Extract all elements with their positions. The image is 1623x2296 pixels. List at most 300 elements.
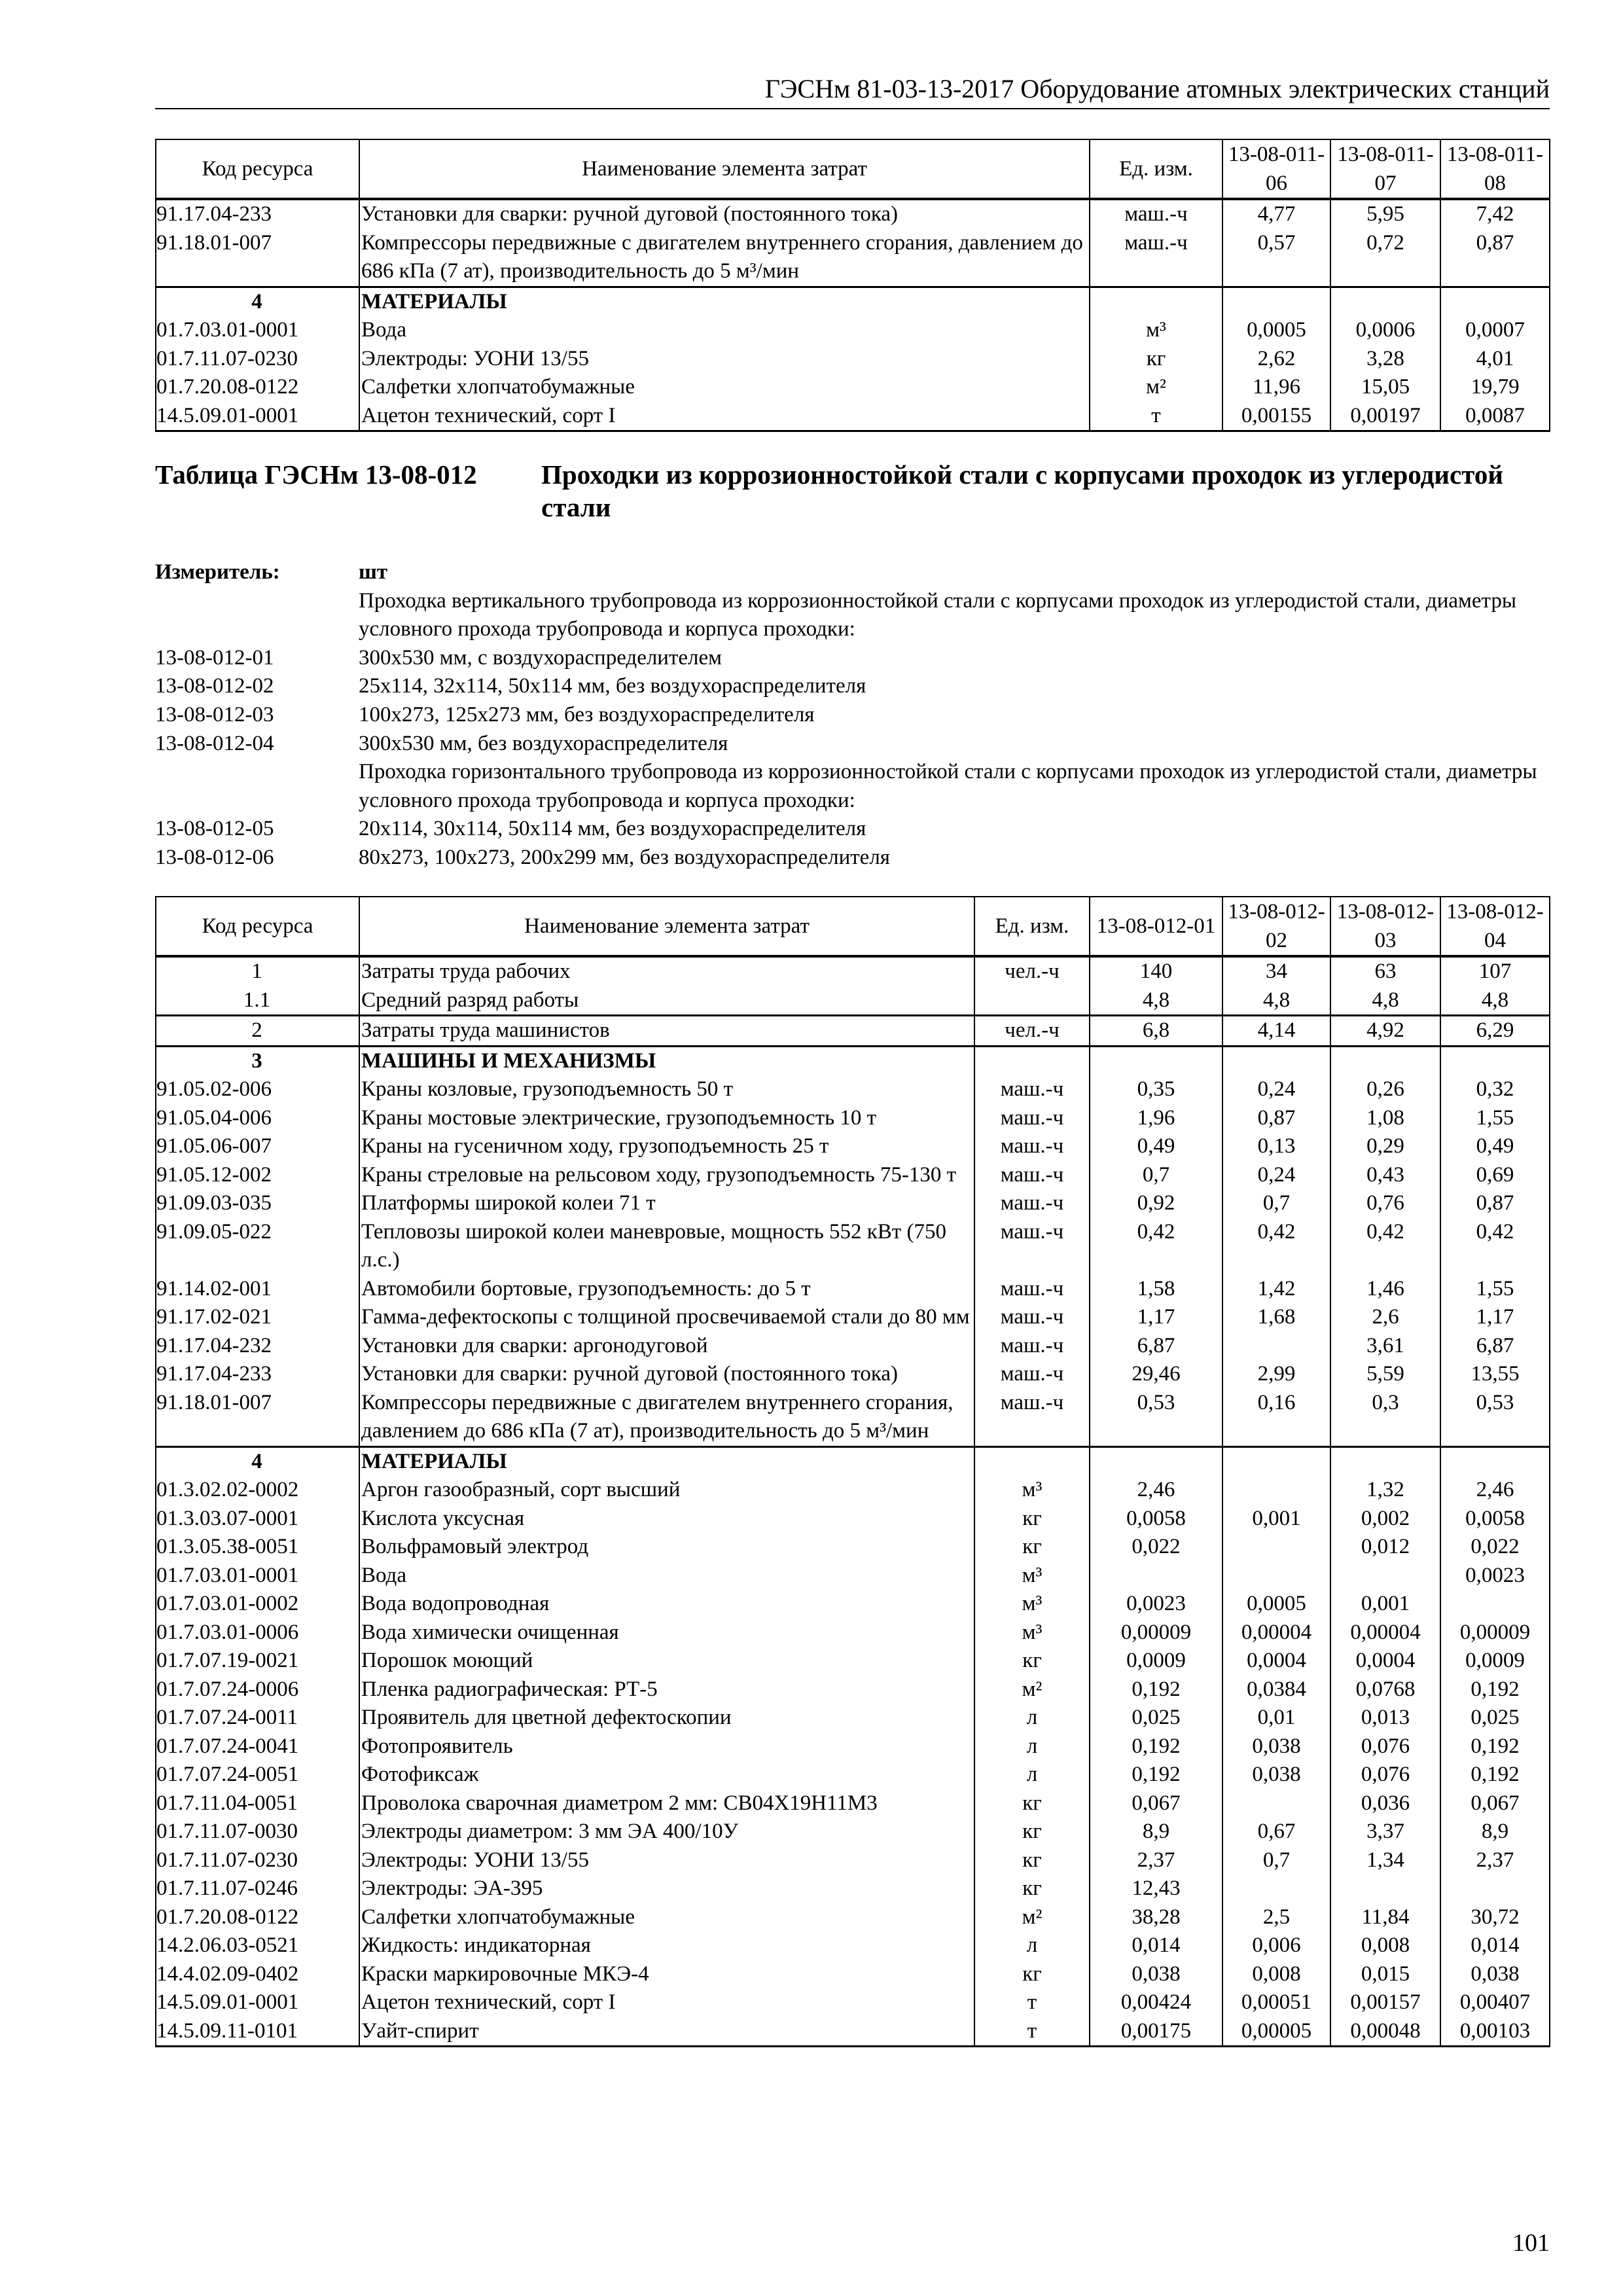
norm-value xyxy=(1222,1046,1330,1075)
norm-value: 0,192 xyxy=(1440,1732,1550,1761)
norm-value: 0,00407 xyxy=(1440,1988,1550,2017)
norm-description: 100x273, 125x273 мм, без воздухораспределителя xyxy=(359,702,815,726)
norm-value: 0,7 xyxy=(1090,1161,1222,1190)
table-row xyxy=(156,402,1550,431)
norm-value xyxy=(1440,1590,1550,1619)
norm-value: 1,17 xyxy=(1090,1303,1222,1332)
unit: кг xyxy=(1090,345,1222,374)
resource-name: Гамма-дефектоскопы с толщиной просвечиваемой стали до 80 мм xyxy=(359,1303,974,1332)
unit: маш.-ч xyxy=(974,1075,1090,1104)
unit: кг xyxy=(974,1647,1090,1676)
table-row xyxy=(156,1960,1550,1989)
unit: маш.-ч xyxy=(974,1218,1090,1275)
meter-line xyxy=(155,644,1556,673)
resource-code: 4 xyxy=(156,287,359,316)
norm-value: 0,025 xyxy=(1440,1704,1550,1732)
norm-value: 3,61 xyxy=(1330,1332,1440,1361)
norm-value xyxy=(1222,1446,1330,1476)
norm-value: 0,0023 xyxy=(1090,1590,1222,1619)
norm-value: 4,8 xyxy=(1222,986,1330,1016)
norm-value: 0,0004 xyxy=(1222,1647,1330,1676)
norm-value: 0,022 xyxy=(1440,1533,1550,1562)
resource-name: Средний разряд работы xyxy=(359,986,974,1016)
norm-value: 6,87 xyxy=(1440,1332,1550,1361)
unit: л xyxy=(974,1704,1090,1732)
norm-value: 0,42 xyxy=(1440,1218,1550,1275)
unit: чел.-ч xyxy=(974,956,1090,986)
meter-line xyxy=(155,587,1556,644)
norm-value: 1,58 xyxy=(1090,1275,1222,1304)
norm-description: 80x273, 100x273, 200x299 мм, без воздухораспределителя xyxy=(359,845,890,869)
norm-value: 38,28 xyxy=(1090,1903,1222,1932)
table-row xyxy=(156,1647,1550,1676)
norm-value: 0,42 xyxy=(1330,1218,1440,1275)
resource-name: Тепловозы широкой колеи маневровые, мощность 552 кВт (750 л.с.) xyxy=(359,1218,974,1275)
norm-value: 0,67 xyxy=(1222,1818,1330,1846)
norm-value: 0,0005 xyxy=(1222,316,1330,345)
resource-name: Аргон газообразный, сорт высший xyxy=(359,1476,974,1505)
resource-name: Затраты труда рабочих xyxy=(359,956,974,986)
table-row xyxy=(156,1505,1550,1534)
resource-code: 14.4.02.09-0402 xyxy=(156,1960,359,1989)
table-row xyxy=(156,373,1550,402)
table-row xyxy=(156,1046,1550,1075)
norm-value: 0,00175 xyxy=(1090,2017,1222,2047)
norm-value: 0,42 xyxy=(1090,1218,1222,1275)
norm-value: 0,076 xyxy=(1330,1732,1440,1761)
norm-value: 0,001 xyxy=(1222,1505,1330,1534)
unit xyxy=(974,1046,1090,1075)
unit xyxy=(974,1446,1090,1476)
norm-value: 0,42 xyxy=(1222,1218,1330,1275)
table-row xyxy=(156,1446,1550,1476)
resource-name: Проволока сварочная диаметром 2 мм: СВ04Х19Н11М3 xyxy=(359,1789,974,1818)
norm-value: 0,192 xyxy=(1090,1761,1222,1789)
resource-name: Вода xyxy=(359,316,1090,345)
resource-code: 91.18.01-007 xyxy=(156,229,359,287)
resource-name: Жидкость: индикаторная xyxy=(359,1931,974,1960)
resource-name: Установки для сварки: ручной дуговой (постоянного тока) xyxy=(359,199,1090,229)
norm-code: 13-08-012-06 xyxy=(155,845,274,869)
table-row xyxy=(156,1846,1550,1875)
table-row xyxy=(156,345,1550,374)
unit: л xyxy=(974,1931,1090,1960)
resource-name: Электроды: УОНИ 13/55 xyxy=(359,345,1090,374)
table-row xyxy=(156,1360,1550,1389)
table-row xyxy=(156,1789,1550,1818)
unit: м³ xyxy=(1090,316,1222,345)
resource-code: 14.5.09.11-0101 xyxy=(156,2017,359,2047)
resource-name: Затраты труда машинистов xyxy=(359,1016,974,1047)
norm-value: 0,87 xyxy=(1440,1189,1550,1218)
norm-value: 1,32 xyxy=(1330,1476,1440,1505)
table-row xyxy=(156,1704,1550,1732)
norm-value xyxy=(1330,1046,1440,1075)
norm-code xyxy=(155,758,359,815)
norm-value: 1,46 xyxy=(1330,1275,1440,1304)
column-header-norm: 13-08-012-03 xyxy=(1330,897,1440,956)
norm-value: 0,69 xyxy=(1440,1161,1550,1190)
table-name: Проходки из коррозионностойкой стали с корпусами проходок из углеродистой стали xyxy=(541,459,1503,522)
resource-code: 91.17.04-233 xyxy=(156,199,359,229)
resource-code: 91.05.04-006 xyxy=(156,1104,359,1133)
meter-line xyxy=(155,844,1556,872)
resource-name: Вода xyxy=(359,1562,974,1590)
table-row xyxy=(156,1590,1550,1619)
unit: маш.-ч xyxy=(974,1104,1090,1133)
norm-value xyxy=(1222,1476,1330,1505)
table-row xyxy=(156,1161,1550,1190)
norm-value: 0,008 xyxy=(1330,1931,1440,1960)
column-header-norm: 13-08-011-07 xyxy=(1330,139,1440,199)
norm-value: 0,036 xyxy=(1330,1789,1440,1818)
unit: м³ xyxy=(974,1562,1090,1590)
norm-value: 0,038 xyxy=(1222,1732,1330,1761)
unit: кг xyxy=(974,1789,1090,1818)
norm-value: 2,37 xyxy=(1090,1846,1222,1875)
column-header-code: Код ресурса xyxy=(156,139,359,199)
norm-value: 0,00009 xyxy=(1440,1619,1550,1647)
resource-name: Электроды: ЭА-395 xyxy=(359,1874,974,1903)
unit: маш.-ч xyxy=(974,1161,1090,1190)
norm-value xyxy=(1440,1874,1550,1903)
norm-value xyxy=(1222,1789,1330,1818)
norm-value: 0,0007 xyxy=(1440,316,1550,345)
resource-code: 01.7.20.08-0122 xyxy=(156,1903,359,1932)
norm-value: 0,00157 xyxy=(1330,1988,1440,2017)
table-row xyxy=(156,1275,1550,1304)
norm-value: 0,015 xyxy=(1330,1960,1440,1989)
table-row xyxy=(156,1903,1550,1932)
norm-value: 0,001 xyxy=(1330,1590,1440,1619)
norm-value: 2,5 xyxy=(1222,1903,1330,1932)
resource-name: Салфетки хлопчатобумажные xyxy=(359,1903,974,1932)
norm-value: 1,55 xyxy=(1440,1104,1550,1133)
unit: м³ xyxy=(974,1619,1090,1647)
norm-value: 0,038 xyxy=(1222,1761,1330,1789)
resource-name: Кислота уксусная xyxy=(359,1505,974,1534)
resource-code: 91.05.06-007 xyxy=(156,1132,359,1161)
norm-value: 4,01 xyxy=(1440,345,1550,374)
table-row xyxy=(156,2017,1550,2047)
resource-code: 01.7.20.08-0122 xyxy=(156,373,359,402)
norm-value: 0,00048 xyxy=(1330,2017,1440,2047)
norm-value: 1,96 xyxy=(1090,1104,1222,1133)
resource-code: 91.17.04-233 xyxy=(156,1360,359,1389)
column-header-name: Наименование элемента затрат xyxy=(359,139,1090,199)
norm-value: 1,17 xyxy=(1440,1303,1550,1332)
unit: маш.-ч xyxy=(974,1275,1090,1304)
norm-value xyxy=(1440,1046,1550,1075)
unit: маш.-ч xyxy=(974,1332,1090,1361)
norm-value: 2,62 xyxy=(1222,345,1330,374)
norm-code xyxy=(155,587,359,644)
norm-value: 0,24 xyxy=(1222,1161,1330,1190)
norm-value xyxy=(1222,1533,1330,1562)
unit: маш.-ч xyxy=(974,1360,1090,1389)
unit: чел.-ч xyxy=(974,1016,1090,1047)
column-header-norm: 13-08-011-06 xyxy=(1222,139,1330,199)
norm-code: 13-08-012-01 xyxy=(155,645,274,670)
table-row xyxy=(156,1761,1550,1789)
norm-value: 0,038 xyxy=(1440,1960,1550,1989)
norm-value: 1,42 xyxy=(1222,1275,1330,1304)
norm-value: 63 xyxy=(1330,956,1440,986)
table-row xyxy=(156,1619,1550,1647)
norm-value xyxy=(1440,287,1550,316)
norm-value: 140 xyxy=(1090,956,1222,986)
table-row xyxy=(156,1476,1550,1505)
resource-code: 14.2.06.03-0521 xyxy=(156,1931,359,1960)
resource-code: 4 xyxy=(156,1446,359,1476)
norm-code: 13-08-012-02 xyxy=(155,674,274,698)
resource-code: 91.18.01-007 xyxy=(156,1389,359,1447)
norm-value: 1,34 xyxy=(1330,1846,1440,1875)
column-header-norm: 13-08-012-04 xyxy=(1440,897,1550,956)
table-row xyxy=(156,1189,1550,1218)
resource-name: Электроды диаметром: 3 мм ЭА 400/10У xyxy=(359,1818,974,1846)
norm-value: 0,0009 xyxy=(1440,1647,1550,1676)
norm-value: 15,05 xyxy=(1330,373,1440,402)
norm-value: 0,00009 xyxy=(1090,1619,1222,1647)
resource-name: Ацетон технический, сорт I xyxy=(359,402,1090,431)
norm-value: 0,13 xyxy=(1222,1132,1330,1161)
norm-value: 0,49 xyxy=(1090,1132,1222,1161)
unit: кг xyxy=(974,1874,1090,1903)
norm-value: 0,0058 xyxy=(1440,1505,1550,1534)
norm-value: 6,8 xyxy=(1090,1016,1222,1047)
meter-label: Измеритель: xyxy=(155,560,280,584)
table-number: Таблица ГЭСНм 13-08-012 xyxy=(155,459,477,490)
resource-code: 01.3.05.38-0051 xyxy=(156,1533,359,1562)
norm-value xyxy=(1330,1446,1440,1476)
norm-value: 0,16 xyxy=(1222,1389,1330,1447)
norm-value: 0,025 xyxy=(1090,1704,1222,1732)
meter-line xyxy=(155,701,1556,730)
norm-value: 4,8 xyxy=(1330,986,1440,1016)
norm-value: 11,84 xyxy=(1330,1903,1440,1932)
resource-code: 01.7.03.01-0001 xyxy=(156,316,359,345)
norm-value: 0,3 xyxy=(1330,1389,1440,1447)
table-row xyxy=(156,1562,1550,1590)
norm-value: 0,012 xyxy=(1330,1533,1440,1562)
resource-name: Вольфрамовый электрод xyxy=(359,1533,974,1562)
resource-code: 01.7.11.07-0230 xyxy=(156,345,359,374)
norm-value: 0,00424 xyxy=(1090,1988,1222,2017)
norm-value: 0,0006 xyxy=(1330,316,1440,345)
resource-table-13-08-012 xyxy=(155,896,1550,2047)
table-row xyxy=(156,1988,1550,2017)
norm-value: 0,00197 xyxy=(1330,402,1440,431)
norm-value: 2,37 xyxy=(1440,1846,1550,1875)
resource-name: Ацетон технический, сорт I xyxy=(359,1988,974,2017)
norm-value: 4,92 xyxy=(1330,1016,1440,1047)
norm-value: 4,77 xyxy=(1222,199,1330,229)
resource-name: Вода водопроводная xyxy=(359,1590,974,1619)
unit: т xyxy=(974,1988,1090,2017)
norm-value: 0,0058 xyxy=(1090,1505,1222,1534)
resource-code: 01.7.07.24-0051 xyxy=(156,1761,359,1789)
table-row xyxy=(156,1332,1550,1361)
norm-value: 0,7 xyxy=(1222,1189,1330,1218)
table-row xyxy=(156,1676,1550,1704)
resource-name: Установки для сварки: ручной дуговой (постоянного тока) xyxy=(359,1360,974,1389)
norm-value: 7,42 xyxy=(1440,199,1550,229)
resource-name: Электроды: УОНИ 13/55 xyxy=(359,1846,974,1875)
norm-value xyxy=(1090,1046,1222,1075)
norm-value: 0,067 xyxy=(1440,1789,1550,1818)
table-row xyxy=(156,1132,1550,1161)
unit: м³ xyxy=(974,1590,1090,1619)
norm-value: 6,29 xyxy=(1440,1016,1550,1047)
norm-value: 0,0009 xyxy=(1090,1647,1222,1676)
norm-value: 0,022 xyxy=(1090,1533,1222,1562)
norm-value: 0,72 xyxy=(1330,229,1440,287)
resource-code: 14.5.09.01-0001 xyxy=(156,402,359,431)
meter-unit: шт xyxy=(359,560,388,584)
norm-value: 2,46 xyxy=(1090,1476,1222,1505)
table-row xyxy=(156,1931,1550,1960)
resource-name: Фотофиксаж xyxy=(359,1761,974,1789)
resource-name: Установки для сварки: аргонодуговой xyxy=(359,1332,974,1361)
resource-code: 01.7.07.19-0021 xyxy=(156,1647,359,1676)
norm-value: 0,0004 xyxy=(1330,1647,1440,1676)
norm-value: 0,008 xyxy=(1222,1960,1330,1989)
norm-value: 0,014 xyxy=(1440,1931,1550,1960)
norm-description: 20x114, 30x114, 50x114 мм, без воздухораспределителя xyxy=(359,817,866,841)
unit: м² xyxy=(974,1903,1090,1932)
column-header-norm: 13-08-012-02 xyxy=(1222,897,1330,956)
norm-value: 1,08 xyxy=(1330,1104,1440,1133)
resource-name: МАТЕРИАЛЫ xyxy=(359,287,1090,316)
resource-code: 01.7.07.24-0006 xyxy=(156,1676,359,1704)
resource-code: 01.3.02.02-0002 xyxy=(156,1476,359,1505)
norm-value: 11,96 xyxy=(1222,373,1330,402)
norm-value: 5,59 xyxy=(1330,1360,1440,1389)
norm-value: 0,26 xyxy=(1330,1075,1440,1104)
table-row xyxy=(156,1075,1550,1104)
resource-code: 91.17.02-021 xyxy=(156,1303,359,1332)
resource-name: МАТЕРИАЛЫ xyxy=(359,1446,974,1476)
norm-value: 0,076 xyxy=(1330,1761,1440,1789)
column-header-name: Наименование элемента затрат xyxy=(359,897,974,956)
resource-name: Краны на гусеничном ходу, грузоподъемность 25 т xyxy=(359,1132,974,1161)
unit: т xyxy=(974,2017,1090,2047)
norm-value: 3,28 xyxy=(1330,345,1440,374)
norm-value: 13,55 xyxy=(1440,1360,1550,1389)
table-row xyxy=(156,986,1550,1016)
meter-block xyxy=(155,558,1556,872)
norm-value: 1,68 xyxy=(1222,1303,1330,1332)
table-row xyxy=(156,1818,1550,1846)
table-row xyxy=(156,1389,1550,1447)
resource-code: 01.7.03.01-0002 xyxy=(156,1590,359,1619)
resource-code: 01.7.07.24-0011 xyxy=(156,1704,359,1732)
resource-code: 2 xyxy=(156,1016,359,1047)
column-header-unit: Ед. изм. xyxy=(974,897,1090,956)
norm-value: 0,32 xyxy=(1440,1075,1550,1104)
norm-code: 13-08-012-05 xyxy=(155,817,274,841)
resource-name: МАШИНЫ И МЕХАНИЗМЫ xyxy=(359,1046,974,1075)
norm-value: 34 xyxy=(1222,956,1330,986)
norm-value: 4,8 xyxy=(1090,986,1222,1016)
resource-code: 91.09.05-022 xyxy=(156,1218,359,1275)
norm-value: 0,35 xyxy=(1090,1075,1222,1104)
table-row xyxy=(156,316,1550,345)
norm-value: 0,067 xyxy=(1090,1789,1222,1818)
resource-code: 01.7.03.01-0001 xyxy=(156,1562,359,1590)
unit: м² xyxy=(974,1676,1090,1704)
unit: т xyxy=(1090,402,1222,431)
resource-name: Краски маркировочные МКЭ-4 xyxy=(359,1960,974,1989)
norm-value: 0,00103 xyxy=(1440,2017,1550,2047)
norm-value: 0,53 xyxy=(1090,1389,1222,1447)
resource-name: Пленка радиографическая: РТ-5 xyxy=(359,1676,974,1704)
norm-value xyxy=(1090,1562,1222,1590)
norm-value: 1,55 xyxy=(1440,1275,1550,1304)
resource-name: Фотопроявитель xyxy=(359,1732,974,1761)
norm-value: 0,0087 xyxy=(1440,402,1550,431)
table-row xyxy=(156,199,1550,229)
norm-value: 2,46 xyxy=(1440,1476,1550,1505)
norm-value: 0,0384 xyxy=(1222,1676,1330,1704)
norm-value: 19,79 xyxy=(1440,373,1550,402)
column-header-unit: Ед. изм. xyxy=(1090,139,1222,199)
unit: л xyxy=(974,1761,1090,1789)
resource-name: Краны мостовые электрические, грузоподъемность 10 т xyxy=(359,1104,974,1133)
unit: маш.-ч xyxy=(1090,199,1222,229)
norm-value: 0,92 xyxy=(1090,1189,1222,1218)
resource-name: Компрессоры передвижные с двигателем внутреннего сгорания, давлением до 686 кПа (7 ат), производительность до 5 м³/мин xyxy=(359,1389,974,1447)
norm-value: 0,192 xyxy=(1440,1761,1550,1789)
norm-value xyxy=(1090,1446,1222,1476)
norm-value: 0,53 xyxy=(1440,1389,1550,1447)
resource-code: 01.7.11.07-0230 xyxy=(156,1846,359,1875)
norm-value: 12,43 xyxy=(1090,1874,1222,1903)
norm-value: 0,192 xyxy=(1090,1732,1222,1761)
norm-value: 0,01 xyxy=(1222,1704,1330,1732)
table-row xyxy=(156,229,1550,287)
norm-value: 0,57 xyxy=(1222,229,1330,287)
unit: м³ xyxy=(974,1476,1090,1505)
norm-value: 4,14 xyxy=(1222,1016,1330,1047)
meter-line xyxy=(155,672,1556,701)
norm-code: 13-08-012-04 xyxy=(155,731,274,755)
table-row xyxy=(156,1303,1550,1332)
resource-code: 14.5.09.01-0001 xyxy=(156,1988,359,2017)
resource-code: 01.7.11.07-0030 xyxy=(156,1818,359,1846)
norm-value: 0,00005 xyxy=(1222,2017,1330,2047)
norm-value: 107 xyxy=(1440,956,1550,986)
norm-value: 3,37 xyxy=(1330,1818,1440,1846)
norm-value: 0,00051 xyxy=(1222,1988,1330,2017)
unit: маш.-ч xyxy=(974,1189,1090,1218)
norm-value: 0,76 xyxy=(1330,1189,1440,1218)
norm-value: 0,0005 xyxy=(1222,1590,1330,1619)
resource-name: Проявитель для цветной дефектоскопии xyxy=(359,1704,974,1732)
column-header-norm: 13-08-011-08 xyxy=(1440,139,1550,199)
unit xyxy=(974,986,1090,1016)
norm-value: 4,8 xyxy=(1440,986,1550,1016)
norm-value: 0,7 xyxy=(1222,1846,1330,1875)
norm-value xyxy=(1330,287,1440,316)
norm-description: Проходка горизонтального трубопровода из коррозионностойкой стали с корпусами проходок из углеродистой стали, диаметры условного прохода трубопровода и корпуса проходки: xyxy=(359,760,1537,812)
norm-value: 0,43 xyxy=(1330,1161,1440,1190)
norm-value: 0,006 xyxy=(1222,1931,1330,1960)
meter-line xyxy=(155,730,1556,759)
unit: маш.-ч xyxy=(974,1132,1090,1161)
unit: маш.-ч xyxy=(974,1303,1090,1332)
